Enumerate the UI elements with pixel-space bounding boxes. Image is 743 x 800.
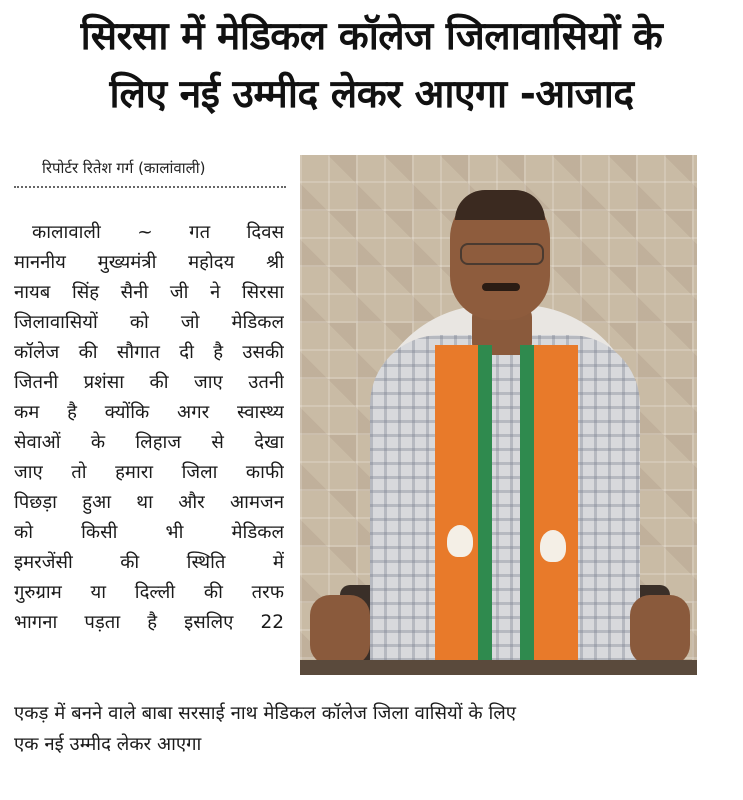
body-line: जिलावासियों को जो मेडिकल xyxy=(14,312,284,333)
body-line: गुरुग्राम या दिल्ली की तरफ xyxy=(14,582,284,603)
body-line: पिछड़ा हुआ था और आमजन xyxy=(14,492,284,513)
headline xyxy=(0,8,743,124)
photo-glasses xyxy=(460,243,544,265)
article-body-column xyxy=(14,218,284,638)
photo-hand-left xyxy=(310,595,370,665)
body-line: सेवाओं के लिहाज से देखा xyxy=(14,432,284,453)
body-line: कालावाली ~ गत दिवस xyxy=(32,222,284,243)
body-line: कम है क्योंकि अगर स्वास्थ्य xyxy=(14,402,284,423)
photo-table-edge xyxy=(300,660,697,675)
article-photo xyxy=(300,155,697,675)
photo-shirt xyxy=(370,335,640,675)
body-line: एकड़ में बनने वाले बाबा सरसाई नाथ मेडिकल कॉलेज जिला वासियों के लिए xyxy=(14,703,517,724)
body-line: माननीय मुख्यमंत्री महोदय श्री xyxy=(14,252,284,273)
photo-mustache xyxy=(482,283,520,291)
body-line: नायब सिंह सैनी जी ने सिरसा xyxy=(14,282,284,303)
body-line: एक नई उम्मीद लेकर आएगा xyxy=(14,734,202,755)
photo-stole-left-border xyxy=(478,345,492,675)
byline-divider xyxy=(14,186,286,188)
photo-stole-right xyxy=(528,345,578,675)
body-line: जितनी प्रशंसा की जाए उतनी xyxy=(14,372,284,393)
body-line: कॉलेज की सौगात दी है उसकी xyxy=(14,342,284,363)
headline-line-1: सिरसा में मेडिकल कॉलेज जिलावासियों के xyxy=(80,14,663,59)
byline: रिपोर्टर रितेश गर्ग (कालांवाली) xyxy=(42,159,206,177)
article-body-continuation xyxy=(14,698,730,760)
lotus-icon xyxy=(540,530,566,562)
body-line: को किसी भी मेडिकल xyxy=(14,522,284,543)
photo-hand-right xyxy=(630,595,690,665)
headline-line-2: लिए नई उम्मीद लेकर आएगा -आजाद xyxy=(109,72,634,117)
lotus-icon xyxy=(447,525,473,557)
body-line: भागना पड़ता है इसलिए 22 xyxy=(14,612,284,633)
photo-hair xyxy=(455,190,545,220)
body-line: इमरजेंसी की स्थिति में xyxy=(14,552,284,573)
photo-stole-right-border xyxy=(520,345,534,675)
body-line: जाए तो हमारा जिला काफी xyxy=(14,462,284,483)
